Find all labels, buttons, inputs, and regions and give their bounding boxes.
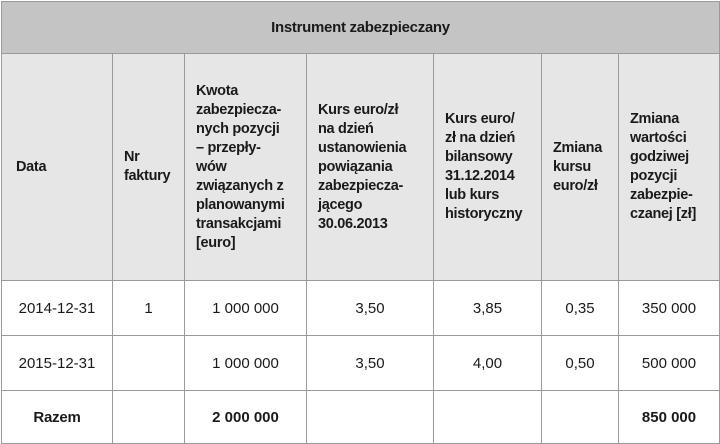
cell-invoice-no [113, 336, 185, 391]
hedged-item-table-container [0, 1, 720, 431]
cell-date: 2015-12-31 [2, 336, 113, 391]
total-fair-value-change: 850 000 [619, 391, 720, 444]
header-kurs-ustanowienia: Kurs euro/zł na dzień ustanowienia powiązania zabezpiecza- jącego 30.06.2013 [307, 54, 434, 281]
table-header-row [2, 54, 720, 281]
total-cell [434, 391, 542, 444]
header-data: Data [2, 54, 113, 281]
cell-fair-value-change: 350 000 [619, 281, 720, 336]
table-row [2, 336, 720, 391]
cell-rate-change: 0,50 [542, 336, 619, 391]
header-nr-faktury: Nr faktury [113, 54, 185, 281]
cell-amount: 1 000 000 [185, 281, 307, 336]
total-label: Razem [2, 391, 113, 444]
header-kurs-bilansowy: Kurs euro/ zł na dzień bilansowy 31.12.2014 lub kurs historyczny [434, 54, 542, 281]
cell-rate-designation: 3,50 [307, 281, 434, 336]
total-amount: 2 000 000 [185, 391, 307, 444]
header-kwota: Kwota zabezpiecza- nych pozycji – przepły- wów związanych z planowanymi transakcjami [euro] [185, 54, 307, 281]
total-cell [113, 391, 185, 444]
header-zmiana-kursu: Zmiana kursu euro/zł [542, 54, 619, 281]
table-total-row [2, 391, 720, 444]
total-cell [307, 391, 434, 444]
cell-rate-balance: 3,85 [434, 281, 542, 336]
cell-amount: 1 000 000 [185, 336, 307, 391]
cell-invoice-no: 1 [113, 281, 185, 336]
cell-date: 2014-12-31 [2, 281, 113, 336]
table-title: Instrument zabezpieczany [2, 2, 720, 54]
table-row [2, 281, 720, 336]
cell-rate-change: 0,35 [542, 281, 619, 336]
cell-rate-designation: 3,50 [307, 336, 434, 391]
cell-fair-value-change: 500 000 [619, 336, 720, 391]
cell-rate-balance: 4,00 [434, 336, 542, 391]
total-cell [542, 391, 619, 444]
header-zmiana-wartosci: Zmiana wartości godziwej pozycji zabezpie- czanej [zł] [619, 54, 720, 281]
hedged-item-table [1, 1, 720, 444]
